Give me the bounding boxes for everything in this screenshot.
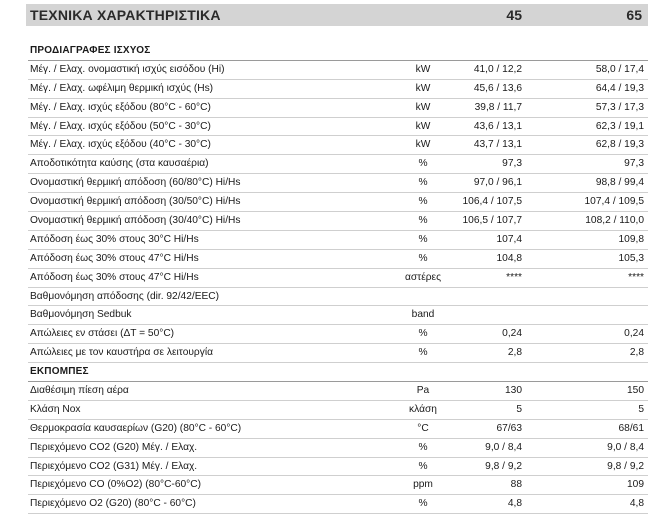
row-label: Μέγ. / Ελαχ. ισχύς εξόδου (40°C - 30°C) xyxy=(30,139,211,151)
table-title: ΤΕΧΝΙΚΑ ΧΑΡΑΚΤΗΡΙΣΤΙΚΑ xyxy=(30,7,221,23)
value-45: 9,8 / 9,2 xyxy=(485,460,522,472)
row-unit: % xyxy=(418,233,428,245)
value-45: 130 xyxy=(505,385,522,397)
row-unit: % xyxy=(418,328,428,340)
row-unit: % xyxy=(418,441,428,453)
table-row xyxy=(28,61,648,80)
value-65: 9,8 / 9,2 xyxy=(607,460,644,472)
column-header-65: 65 xyxy=(626,7,642,23)
row-label: Ονομαστική θερμική απόδοση (60/80°C) Hi/Hs xyxy=(30,177,241,189)
value-65: 58,0 / 17,4 xyxy=(595,63,644,75)
row-unit: band xyxy=(411,309,435,321)
value-65: 109 xyxy=(627,479,644,491)
table-row xyxy=(28,382,648,401)
row-unit: % xyxy=(418,215,428,227)
value-65: 64,4 / 19,3 xyxy=(595,82,644,94)
section-header xyxy=(28,363,648,382)
row-label: Αποδοτικότητα καύσης (στα καυσαέρια) xyxy=(30,158,209,170)
table-header xyxy=(26,4,648,26)
value-65: 62,3 / 19,1 xyxy=(595,120,644,132)
value-65: 0,24 xyxy=(624,328,644,340)
value-65: 9,0 / 8,4 xyxy=(607,441,644,453)
value-65: **** xyxy=(628,271,644,283)
table-row xyxy=(28,174,648,193)
row-unit: % xyxy=(418,460,428,472)
value-65: 107,4 / 109,5 xyxy=(584,196,644,208)
table-row xyxy=(28,458,648,477)
row-label: Βαθμονόμηση απόδοσης (dir. 92/42/EEC) xyxy=(30,290,220,302)
table-row xyxy=(28,476,648,495)
row-label: Απώλειες εν στάσει (ΔT = 50°C) xyxy=(30,328,175,340)
value-45: 5 xyxy=(516,403,522,415)
table-row xyxy=(28,118,648,137)
row-unit: % xyxy=(418,252,428,264)
table-row xyxy=(28,420,648,439)
row-unit: ppm xyxy=(413,479,433,491)
row-unit: kW xyxy=(415,139,431,151)
row-label: Περιεχόμενο O2 (G20) (80°C - 60°C) xyxy=(30,498,196,510)
value-65: 4,8 xyxy=(629,498,644,510)
value-65: 109,8 xyxy=(618,233,644,245)
table-row xyxy=(28,155,648,174)
row-label: Περιεχόμενο CO (0%O2) (80°C-60°C) xyxy=(30,479,201,491)
row-unit: κλάση xyxy=(409,403,437,415)
row-label: Ονομαστική θερμική απόδοση (30/40°C) Hi/Hs xyxy=(30,215,241,227)
value-45: 43,7 / 13,1 xyxy=(473,139,522,151)
value-45: 9,0 / 8,4 xyxy=(485,441,522,453)
table-row xyxy=(28,231,648,250)
section-title: ΕΚΠΟΜΠΕΣ xyxy=(30,366,89,378)
row-unit: % xyxy=(418,498,428,510)
row-unit: % xyxy=(418,196,428,208)
row-unit: % xyxy=(418,347,428,359)
row-label: Απόδοση έως 30% στους 47°C Hi/Hs xyxy=(30,271,199,283)
table-row xyxy=(28,212,648,231)
value-45: 0,24 xyxy=(502,328,522,340)
value-45: 106,4 / 107,5 xyxy=(462,196,522,208)
row-unit: kW xyxy=(415,101,431,113)
row-unit: kW xyxy=(415,120,431,132)
table-row xyxy=(28,401,648,420)
table-row xyxy=(28,250,648,269)
row-label: Περιεχόμενο CO2 (G20) Μέγ. / Ελαχ. xyxy=(30,441,198,453)
row-label: Ονομαστική θερμική απόδοση (30/50°C) Hi/Hs xyxy=(30,196,241,208)
table-row xyxy=(28,344,648,363)
table-row xyxy=(28,193,648,212)
table-row xyxy=(28,136,648,155)
table-row xyxy=(28,80,648,99)
value-45: 4,8 xyxy=(507,498,522,510)
section-title: ΠΡΟΔΙΑΓΡΑΦΕΣ ΙΣΧΥΟΣ xyxy=(30,45,151,56)
value-65: 108,2 / 110,0 xyxy=(585,215,644,227)
value-45: 45,6 / 13,6 xyxy=(473,82,522,94)
row-label: Κλάση Nox xyxy=(30,403,81,415)
value-65: 62,8 / 19,3 xyxy=(595,139,644,151)
table-row xyxy=(28,439,648,458)
value-65: 105,3 xyxy=(618,252,644,264)
row-unit: Pa xyxy=(416,385,430,397)
table-row xyxy=(28,269,648,288)
value-45: 41,0 / 12,2 xyxy=(473,63,522,75)
spec-table xyxy=(28,42,648,514)
row-label: Διαθέσιμη πίεση αέρα xyxy=(30,385,129,397)
row-unit: kW xyxy=(415,82,431,94)
row-unit: % xyxy=(418,158,428,170)
value-45: 67/63 xyxy=(496,422,522,434)
row-label: Μέγ. / Ελαχ. ονομαστική ισχύς εισόδου (Hi) xyxy=(30,63,225,75)
value-65: 5 xyxy=(638,403,644,415)
table-row xyxy=(28,306,648,325)
row-label: Απόδοση έως 30% στους 30°C Hi/Hs xyxy=(30,233,199,245)
row-label: Μέγ. / Ελαχ. ισχύς εξόδου (80°C - 60°C) xyxy=(30,101,211,113)
row-unit: °C xyxy=(417,422,429,434)
value-45: 104,8 xyxy=(496,252,522,264)
value-65: 98,8 / 99,4 xyxy=(595,177,644,189)
value-45: 97,0 / 96,1 xyxy=(473,177,522,189)
row-unit: kW xyxy=(415,63,431,75)
row-label: Απώλειες με τον καυστήρα σε λειτουργία xyxy=(30,347,213,359)
row-label: Θερμοκρασία καυσαερίων (G20) (80°C - 60°C) xyxy=(30,422,242,434)
value-45: 106,5 / 107,7 xyxy=(462,215,522,227)
row-label: Βαθμονόμηση Sedbuk xyxy=(30,309,132,321)
table-row xyxy=(28,495,648,514)
value-65: 97,3 xyxy=(624,158,644,170)
section-header xyxy=(28,42,648,61)
value-45: 39,8 / 11,7 xyxy=(474,101,522,113)
value-65: 57,3 / 17,3 xyxy=(595,101,644,113)
value-45: 2,8 xyxy=(507,347,522,359)
value-45: 88 xyxy=(510,479,522,491)
row-unit: αστέρες xyxy=(405,271,441,283)
row-unit: % xyxy=(418,177,428,189)
value-65: 150 xyxy=(627,385,644,397)
value-45: 107,4 xyxy=(496,233,522,245)
value-65: 68/61 xyxy=(618,422,644,434)
column-header-45: 45 xyxy=(506,7,522,23)
row-label: Περιεχόμενο CO2 (G31) Μέγ. / Ελαχ. xyxy=(30,460,198,472)
table-row xyxy=(28,99,648,118)
table-row xyxy=(28,325,648,344)
value-45: 97,3 xyxy=(502,158,522,170)
row-label: Απόδοση έως 30% στους 47°C Hi/Hs xyxy=(30,252,199,264)
row-label: Μέγ. / Ελαχ. ισχύς εξόδου (50°C - 30°C) xyxy=(30,120,211,132)
row-label: Μέγ. / Ελαχ. ωφέλιμη θερμική ισχύς (Hs) xyxy=(30,82,214,94)
value-45: 43,6 / 13,1 xyxy=(473,120,522,132)
table-row xyxy=(28,288,648,307)
value-45: **** xyxy=(506,271,522,283)
value-65: 2,8 xyxy=(629,347,644,359)
